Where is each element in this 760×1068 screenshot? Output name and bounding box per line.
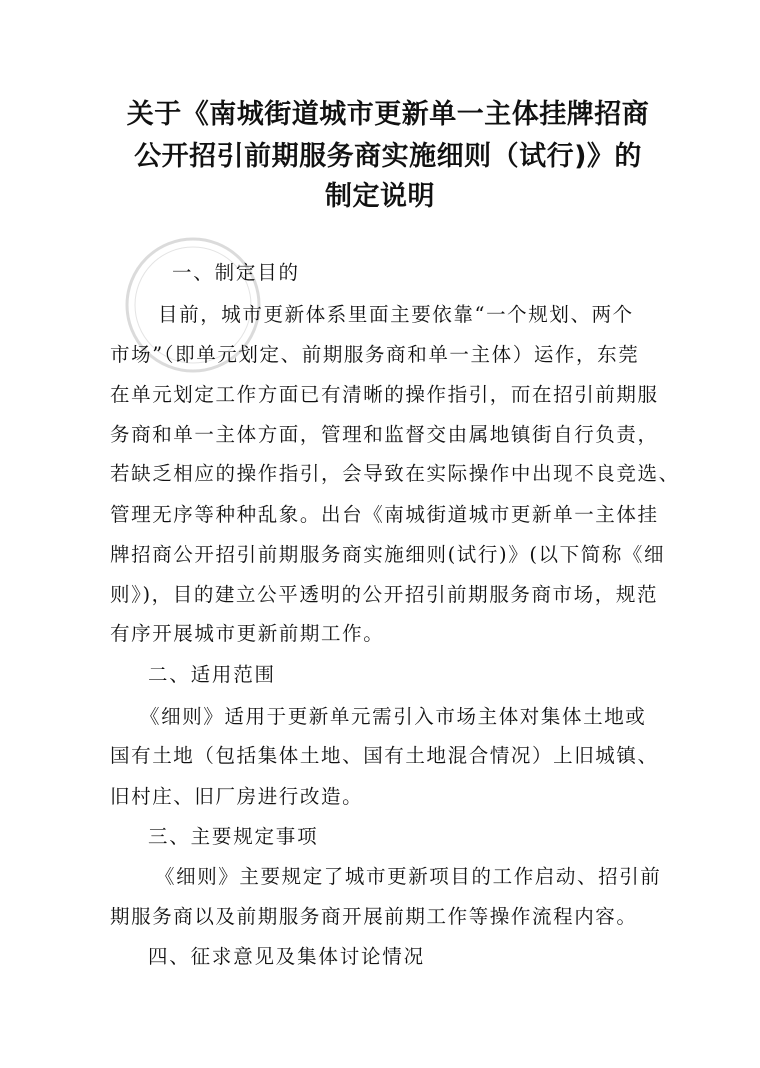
paragraph-line: 期服务商以及前期服务商开展前期工作等操作流程内容。 xyxy=(110,905,638,928)
document-title-line-3: 制定说明 xyxy=(325,181,435,212)
paragraph-line: 《细则》主要规定了城市更新项目的工作启动、招引前 xyxy=(155,865,662,888)
paragraph-line: 市场”（即单元划定、前期服务商和单一主体）运作，东莞 xyxy=(110,343,640,366)
section-heading-scope: 二、适用范围 xyxy=(148,663,276,686)
document-title-line-1: 关于《南城街道城市更新单一主体挂牌招商 xyxy=(126,99,650,130)
paragraph-line: 管理无序等种种乱象。出台《南城街道城市更新单一主体挂 xyxy=(110,503,659,526)
paragraph-line: 目前，城市更新体系里面主要依靠“一个规划、两个 xyxy=(158,303,634,326)
paragraph-line: 《细则》适用于更新单元需引入市场主体对集体土地或 xyxy=(140,705,647,728)
paragraph-line: 务商和单一主体方面，管理和监督交由属地镇街自行负责， xyxy=(110,423,659,446)
paragraph-line: 则》)，目的建立公平透明的公开招引前期服务商市场，规范 xyxy=(110,583,659,606)
paragraph-line: 国有土地（包括集体土地、国有土地混合情况）上旧城镇、 xyxy=(110,744,659,767)
document-title-line-2: 公开招引前期服务商实施细则（试行)》的 xyxy=(134,141,642,172)
paragraph-line: 在单元划定工作方面已有清晰的操作指引，而在招引前期服 xyxy=(110,383,659,406)
paragraph-line: 若缺乏相应的操作指引，会导致在实际操作中出现不良竞选、 xyxy=(110,462,680,485)
paragraph-line: 有序开展城市更新前期工作。 xyxy=(110,622,385,645)
paragraph-line: 牌招商公开招引前期服务商实施细则(试行)》(以下简称《细 xyxy=(110,543,666,566)
section-heading-consultation: 四、征求意见及集体讨论情况 xyxy=(148,945,425,968)
paragraph-line: 旧村庄、旧厂房进行改造。 xyxy=(110,785,364,808)
section-heading-purpose: 一、制定目的 xyxy=(172,261,300,284)
section-heading-provisions: 三、主要规定事项 xyxy=(148,825,319,848)
